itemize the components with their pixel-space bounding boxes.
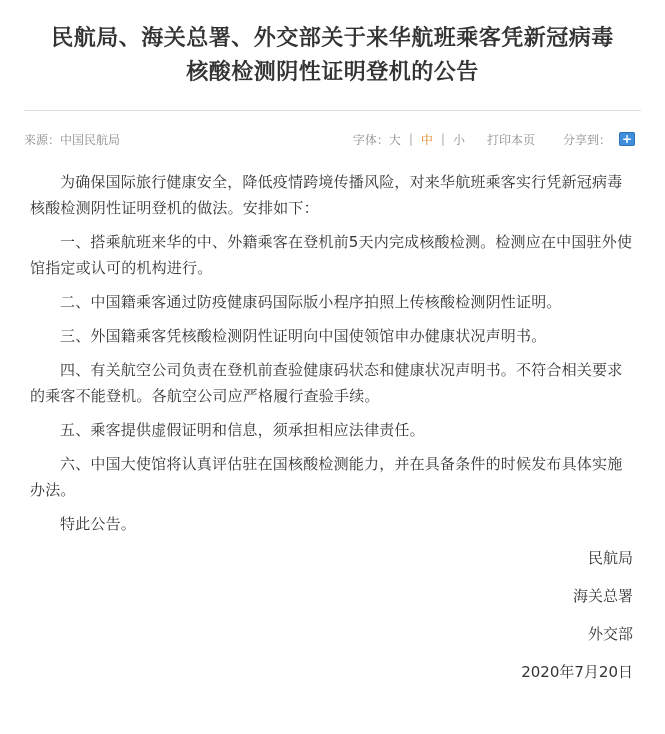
font-size-separator: | — [408, 132, 413, 146]
body-paragraph: 二、中国籍乘客通过防疫健康码国际版小程序拍照上传核酸检测阴性证明。 — [60, 293, 562, 311]
body-paragraph: 一、搭乘航班来华的中、外籍乘客在登机前5天内完成核酸检测。检测应在中国驻外使馆指定或认可的机构进行。 — [30, 233, 633, 277]
article-title-line-2: 核酸检测阴性证明登机的公告 — [186, 60, 479, 85]
signoff-org-mfa: 外交部 — [587, 625, 633, 643]
share-plus-icon[interactable]: + — [619, 132, 635, 146]
body-paragraph: 六、中国大使馆将认真评估驻在国核酸检测能力，并在具备条件的时候发布具体实施办法。 — [30, 455, 623, 499]
font-size-medium-button[interactable]: 中 — [420, 132, 433, 147]
signoff-date: 2020年7月20日 — [521, 663, 633, 681]
article-source: 来源：中国民航局 — [24, 132, 121, 147]
signoff-org-caac: 民航局 — [587, 549, 633, 567]
body-paragraph: 为确保国际旅行健康安全，降低疫情跨境传播风险，对来华航班乘客实行凭新冠病毒核酸检测阴性证明登机的做法。安排如下： — [30, 173, 623, 217]
body-paragraph: 特此公告。 — [60, 515, 137, 533]
font-size-label: 字体： — [352, 132, 389, 147]
article-tools — [353, 131, 635, 148]
article-title-line-1: 民航局、海关总署、外交部关于来华航班乘客凭新冠病毒 — [51, 26, 614, 51]
font-size-large-button[interactable]: 大 — [388, 132, 401, 147]
article-meta-bar — [24, 121, 635, 157]
signoff-org-customs: 海关总署 — [572, 587, 633, 605]
article-signoff — [30, 545, 635, 685]
body-paragraph: 四、有关航空公司负责在登机前查验健康码状态和健康状况声明书。不符合相关要求的乘客不能登机。各航空公司应严格履行查验手续。 — [30, 361, 623, 405]
share-label: 分享到： — [562, 132, 611, 147]
body-paragraph: 五、乘客提供虚假证明和信息，须承担相应法律责任。 — [60, 421, 425, 439]
article-body — [30, 169, 635, 537]
body-paragraph: 三、外国籍乘客凭核酸检测阴性证明向中国使领馆申办健康状况声明书。 — [60, 327, 547, 345]
font-size-small-button[interactable]: 小 — [452, 132, 465, 147]
font-size-separator: | — [440, 132, 445, 146]
title-divider — [24, 110, 641, 111]
print-page-link[interactable]: 打印本页 — [486, 132, 535, 147]
article-title — [30, 0, 635, 90]
